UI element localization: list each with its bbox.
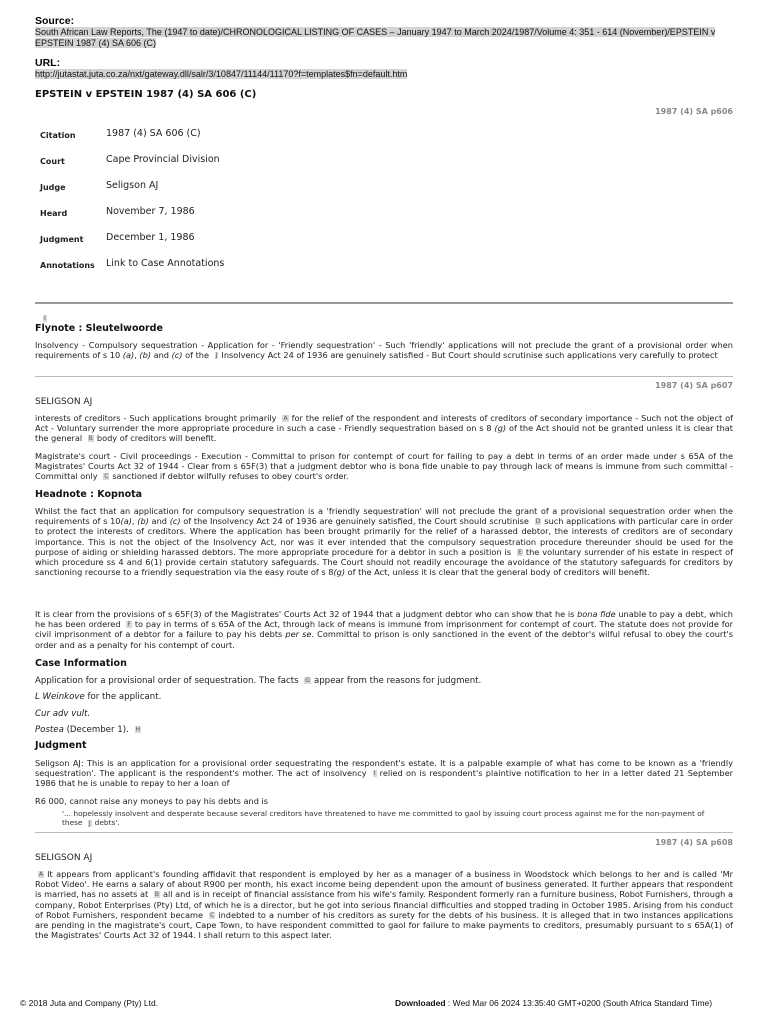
judgment-paragraph-1	[35, 758, 733, 789]
text: (a)	[120, 516, 132, 527]
text: : Wed Mar 06 2024 13:35:40 GMT+0200 (South Africa Standard Time)	[445, 998, 713, 1008]
text: (c)	[171, 350, 183, 361]
text: (a)	[122, 350, 135, 361]
text: interests of creditors - Such applications brought primarily	[35, 413, 280, 423]
text: Downloaded	[395, 998, 446, 1008]
section-divider	[35, 302, 733, 304]
text: sanctioned if debtor wilfully refuses to obey court's order.	[112, 471, 349, 482]
text: It appears from applicant's founding affidavit that respondent is employed by her as a manager of a business in Woodstock which belongs to her and is called 'Mr Robot Video'. He earns a salary of about R900 per month, his exact income being dependent upon the amount of business generated. It further appears that respondent is married, has no assets at	[35, 869, 733, 900]
headnote-heading: Headnote : Kopnota	[35, 489, 143, 500]
judge-name-608: SELIGSON AJ	[35, 853, 93, 863]
case-info-application	[35, 676, 733, 686]
text: Application for a provisional order of sequestration. The facts	[35, 676, 302, 686]
text: debts'.	[94, 818, 120, 827]
text: (g)	[333, 567, 346, 578]
meta-label: Judge	[40, 183, 66, 192]
page-marker: F	[127, 621, 131, 629]
case-info-counsel	[35, 692, 733, 702]
text: '... hopelessly insolvent and desperate because several creditors have threatened to have me committed to gaol by issuing court process against me for the non-payment of these	[62, 809, 705, 827]
page-marker: C	[210, 911, 215, 919]
annotations-link[interactable]: Link to Case Annotations	[106, 258, 225, 269]
page-marker: B	[88, 435, 93, 443]
flynote-heading: Flynote : Sleutelwoorde	[35, 323, 163, 334]
text: Whilst the fact that an application for compulsory sequestration is a 'friendly sequestration' will not preclude the grant of a provisional sequestration order when the requirements of s 10	[35, 506, 733, 527]
text: of the Act, unless it is clear that the general body of creditors will benefit.	[345, 567, 650, 578]
footer-downloaded	[395, 998, 712, 1008]
text: of the	[182, 350, 212, 361]
page-608-paragraph	[35, 869, 733, 940]
case-info-cav	[35, 709, 733, 719]
page-reference-607: 1987 (4) SA p607	[655, 381, 733, 390]
page-reference-608: 1987 (4) SA p608	[655, 838, 733, 847]
text: Magistrate's court - Civil proceedings - Execution - Committal to prison for contempt of court for failing to pay a debt in terms of an order made under s 65A of the Magistrates' Courts Act 32 of 1944 - Clear from s 65F(3) that a judgment debtor who is bona fide unable to pay through lack of means is immune from such committal - Committal only	[35, 451, 733, 482]
judgment-paragraph-2: R6 000, cannot raise any moneys to pay his debts and is	[35, 796, 269, 806]
url-link-text[interactable]: http://jutastat.juta.co.za/nxt/gateway.dll/salr/3/10847/11144/11170?f=templates$fn=default.htm	[35, 69, 408, 79]
source-breadcrumb	[35, 27, 735, 49]
text: L Weinkove	[35, 692, 85, 702]
page-marker: D	[535, 518, 541, 526]
case-title: EPSTEIN v EPSTEIN 1987 (4) SA 606 (C)	[35, 89, 257, 100]
meta-label: Heard	[40, 209, 68, 218]
meta-value: November 7, 1986	[106, 206, 195, 217]
text: to pay in terms of s 65A of the Act, through lack of means is immune from imprisonment for contempt of court. The statute does not provide for civil imprisonment of a debtor for a failure to pay his debts	[35, 619, 733, 640]
text: and	[148, 516, 170, 527]
text: (b)	[137, 516, 149, 527]
page-marker: H	[135, 726, 141, 733]
case-information-heading: Case Information	[35, 658, 127, 669]
case-info-postea	[35, 725, 733, 735]
page-marker: J	[215, 352, 218, 360]
text: relied on is respondent's plaintive notification to her in a letter dated 21 September 1986 that he is unable to repay to her a loan of	[35, 768, 733, 789]
text: per se	[285, 629, 312, 640]
text: for the relief of the respondent and interests of creditors of secondary importance - Such not the object of Act - Voluntary surrender the more appropriate procedure in such a case - Friendly sequestration based on s 8	[35, 413, 733, 434]
page-marker: A	[39, 871, 44, 878]
meta-value: December 1, 1986	[106, 232, 195, 243]
text: bona fide	[577, 609, 616, 619]
text: Cur adv vult.	[35, 709, 91, 719]
text: Postea	[35, 725, 64, 735]
text: and	[151, 350, 172, 361]
text: of the Insolvency Act 24 of 1936 are genuinely satisfied, the Court should scrutinise	[180, 516, 532, 527]
text: appear from the reasons for judgment.	[313, 676, 482, 686]
text: (c)	[169, 516, 181, 527]
text: . Committal to prison is only sanctioned in the event of the debtor's wilful refusal to obey the court's order and as a penalty for his contempt of court.	[35, 629, 733, 650]
text: (g)	[494, 423, 507, 434]
page-marker: J	[88, 819, 91, 827]
url-label: URL:	[35, 57, 61, 69]
text: It is clear from the provisions of s 65F(3) of the Magistrates' Courts Act 32 of 1944 that a judgment debtor who can show that he is	[35, 609, 578, 619]
text: Insolvency Act 24 of 1936 are genuinely satisfied - But Court should scrutinise such applications very carefully to protect	[221, 350, 718, 361]
page-divider	[35, 376, 733, 377]
text: such applications with particular care in order to protect the interests of creditors. Where the application has been brought primarily for the relief of a harassed debtor, the interests of creditors are of secondary importance. This is not the object of the Insolvency Act, nor was it ever intended that the compulsory sequestration procedure thereunder should be used for the purpose of aiding or shielding harassed debtors. The more appropriate procedure for a debtor in such a position is	[35, 516, 733, 557]
page-marker: G	[305, 677, 310, 684]
text: for the applicant.	[84, 692, 162, 702]
meta-label: Court	[40, 157, 65, 166]
judgment-quote	[62, 809, 722, 827]
page-divider	[35, 832, 733, 833]
judge-name-607: SELIGSON AJ	[35, 397, 93, 407]
headnote-paragraph-1	[35, 506, 733, 577]
text: unable to pay a debt, which he has been ordered	[35, 609, 733, 630]
text: of the Act should not be granted unless it is clear that the general	[35, 423, 733, 444]
flynote-paragraph	[35, 340, 733, 360]
text: Insolvency - Compulsory sequestration - Application for - 'Friendly sequestration' - Such 'friendly' applications will not preclude the grant of a provisional order when requirements of s 10	[35, 340, 733, 361]
page-marker: A	[283, 415, 288, 422]
text: the voluntary surrender of his estate in respect of which procedure ss 4 and 6(1) provide certain statutory safeguards. The Court should not readily encourage the avoidance of the statutory safeguards for creditors by sanctioning recourse to a friendly sequestration via the easy route of s 8	[35, 546, 733, 578]
flynote-continued-paragraph	[35, 413, 733, 444]
source-label: Source:	[35, 15, 75, 27]
page-marker: C	[104, 473, 109, 481]
page-marker: I	[44, 315, 46, 322]
judgment-heading: Judgment	[35, 740, 87, 751]
meta-label: Annotations	[40, 261, 95, 270]
page-marker: I	[373, 770, 376, 778]
text: ,	[131, 516, 138, 527]
meta-value: Cape Provincial Division	[106, 154, 220, 165]
meta-label: Citation	[40, 131, 76, 140]
text: Seligson AJ: This is an application for a provisional order sequestrating the respondent's estate. It is a palpable example of what has come to be known as a 'friendly sequestration'. The applicant is the respondent's mother. The act of insolvency	[35, 758, 733, 779]
text: indebted to a number of his creditors as surety for the debts of his business. It is alleged that in two instances applications are pending in the magistrate's court, Cape Town, to have respondent committed to gaol for failure to make payments to creditors, presumably pursuant to s 65A(1) of the Magistrates' Courts Act 32 of 1944. I shall return to this aspect later.	[35, 909, 733, 941]
page-reference-606: 1987 (4) SA p606	[655, 107, 733, 116]
meta-value: 1987 (4) SA 606 (C)	[106, 128, 201, 139]
text: ,	[134, 350, 140, 361]
text: (December 1).	[63, 725, 132, 735]
footer-copyright: © 2018 Juta and Company (Pty) Ltd.	[20, 998, 159, 1008]
magistrate-court-paragraph	[35, 451, 733, 482]
meta-value: Seligson AJ	[106, 180, 159, 191]
page-marker: B	[154, 891, 159, 899]
headnote-paragraph-2	[35, 609, 733, 650]
url-link[interactable]	[35, 69, 407, 79]
source-breadcrumb-text: South African Law Reports, The (1947 to date)/CHRONOLOGICAL LISTING OF CASES – January 1947 to March 2024/1987/Volume 4: 351 - 614 (November)/EPSTEIN v EPSTEIN 1987 (4) SA 606 (C)	[35, 27, 716, 48]
meta-label: Judgment	[40, 235, 84, 244]
text: body of creditors will benefit.	[96, 433, 217, 444]
text: all and is in receipt of financial assistance from his wife's family. Respondent formerly ran a furniture business, Robot Furnishers, through a company, Robot Enterprises (Pty) Ltd, of which he is a director, but he got into serious financial difficulties and stopped trading in October 1985. Arising from his conduct of Robot Furnishers, respondent became	[35, 889, 733, 920]
text: (b)	[139, 350, 151, 361]
page-marker: E	[518, 548, 522, 556]
